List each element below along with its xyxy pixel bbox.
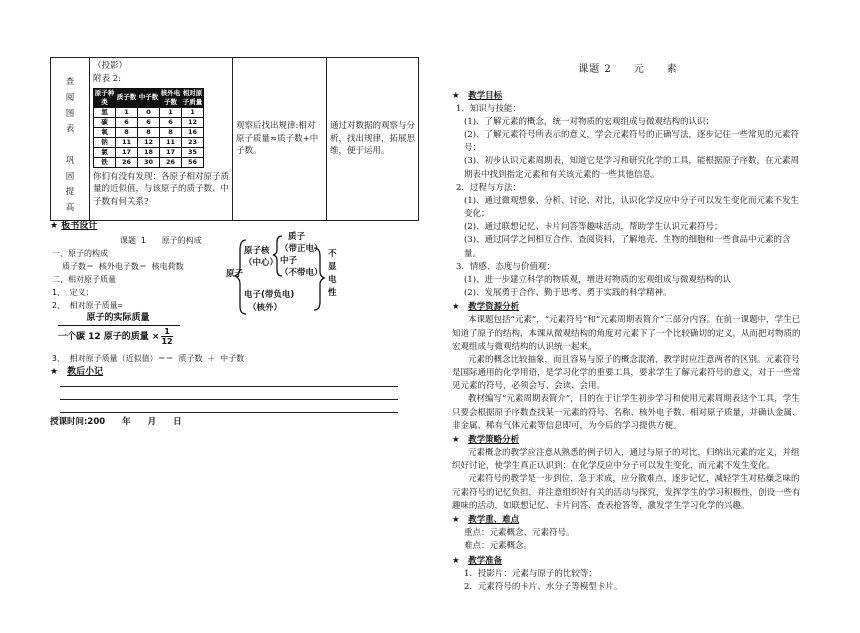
board-line-1: 一、原子的构成 [52,249,108,258]
atom-value-cell: 6 [116,117,138,127]
board-line-2: 质子数＝ 核外电子数＝ 核电荷数 [62,262,184,271]
student-activity-cell [233,58,327,221]
atom-name-cell: 氧 [94,127,116,137]
atom-value-cell: 26 [160,157,182,167]
board-line-6: 3、 相对原子质量（近似值）＝＝ 质子数 ＋ 中子数 [52,354,245,363]
stage-label-char: 固 [65,171,75,182]
aim-text: 通过对数据的观察与分析，找出规律，拓展思维，便于运用。 [330,120,416,157]
diagram-proton: 质子 [288,232,306,242]
atom-value-cell: 6 [160,117,182,127]
atom-table-row [94,147,204,157]
lesson-title: 课题 2 元 素 [578,64,678,75]
diagram-outside: （核外） [248,303,283,313]
atom-value-cell: 56 [182,157,204,167]
design-intent-cell [327,58,419,221]
resources-para-3: 教材编写“元素周期表简介”，目的在于让学生初步学习和使用元素周期表这个工具，学生只要会根据原子序数查找某一元素的符号、名称、核外电子数、相对原子质量，并确认金属、非金属、稀有气体元素等信息即可，为今后的学习提供方便。 [452,394,801,431]
one-twelfth-num: 1 [161,327,172,337]
atom-value-cell: 0 [138,107,160,117]
goals-heading: ★ 教学目标 [452,90,503,101]
diagram-nucleus: 原子核 [244,246,270,256]
atom-value-cell: 16 [182,127,204,137]
goal-1c: (3)、初步认识元素周期表，知道它是学习和研究化学的工具，能根据原子序数，在元素周期表中找到指定元素和有关该元素的一些其他信息。 [464,156,800,180]
atom-value-cell: 12 [182,117,204,127]
formula-numerator: 原子的实际质量 [86,313,150,323]
goal-2: 2．过程与方法： [456,182,521,193]
stage-label-char: 图 [65,108,75,119]
atom-table-header: 原子种类 [94,88,115,106]
atom-value-cell: 26 [116,157,138,167]
diagram-neutron: 中子 [280,256,298,266]
appendix-label: 附表 2: [93,73,121,84]
atom-value-cell: 17 [160,147,182,157]
goal-1: 1．知识与技能： [456,103,521,114]
atom-table-header: 质子数 [116,88,138,107]
stage-label-char: 巩 [65,155,75,166]
stage-label-char: 高 [65,203,75,213]
neutral-char: 性 [328,288,337,298]
notes-heading: ★ 教后小记 [50,367,104,377]
neutral-char: 显 [328,262,337,272]
atom-name-cell: 氯 [94,147,116,157]
atom-table-row [94,137,204,147]
atom-value-cell: 1 [182,107,204,117]
board-heading: ★ 板书设计 [50,221,98,231]
fraction-bar [58,325,180,326]
notes-line-1 [60,386,398,387]
goal-3a: (1)、进一步建立科学的物质观，增进对物质的宏观组成与微观结构的认 [464,274,732,285]
lesson-date: 授课时间:200 年 月 日 [50,417,182,427]
diagram-center: （中心） [244,258,279,268]
atom-value-cell: 23 [182,137,204,147]
atom-value-cell: 30 [138,157,160,167]
right-column [452,62,804,594]
atom-value-cell: 12 [138,137,160,147]
stage-label-char: 阅 [65,92,75,103]
prep-item-2: 2．元素符号的卡片、水分子等模型卡片。 [464,581,623,592]
diagram-proton-charge: （带正电） [280,244,323,254]
atom-table-row [94,117,204,127]
formula-denominator [58,327,198,346]
atom-value-cell: 6 [138,117,160,127]
strategy-para-1: 元素概念的教学应注意从熟悉的例子切入，通过与原子的对比，归纳出元素的定义，并组织好讨论，使学生真正认识到：在化学反应中分子可以发生变化，而元素不发生变化。 [452,448,800,472]
atom-name-cell: 氢 [94,107,116,117]
goal-2a: (1)、通过微观想象、分析、讨论、对比，认识化学反应中分子可以发生变化而元素不发生变化； [464,195,800,220]
strategy-heading: ★ 教学策略分析 [452,434,520,445]
board-line-3: 二、相对原子质量 [52,275,116,284]
atom-name-cell: 钠 [94,137,116,147]
stage-label-char [54,139,86,152]
goal-3b: (2)、发展勇于合作、勤于思考、勇于实践的科学精神。 [464,288,672,299]
atom-value-cell: 11 [160,137,182,147]
formula-denominator-text: 一个碳 12 原子的质量 × [58,331,160,342]
teacher-activity-cell [90,58,233,221]
mass-formula [58,312,198,346]
diagram-atom: 原子 [226,269,244,279]
atom-value-cell: 11 [116,137,138,147]
neutral-char: 电 [328,275,337,285]
atom-value-cell: 1 [160,107,182,117]
diagram-neutral [328,248,338,300]
resources-para-1: 本课题包括“元素”，“元素符号”和“元素周期表简介”三部分内容。在前一课题中，学生已知道了原子的结构，本课从微观结构的角度对元素下了一个比较确切的定义，从而把对物质的宏观组成与微观结构的认识统一起来。 [452,315,801,352]
atom-value-cell: 17 [116,147,138,157]
stage-label-cell [51,58,90,221]
key-point: 重点：元素概念、元素符号。 [464,528,575,539]
resources-para-2: 元素的概念比较抽象，而且容易与原子的概念混淆，教学时应注意两者的区别。元素符号是国际通用的化学用语，是学习化学的重要工具，要求学生了解元素符号的意义，对于一些常见元素的符号，必须会写、会读、会用。 [452,354,801,392]
difficult-point: 难点：元素概念。 [464,541,533,552]
atom-value-cell: 1 [116,107,138,117]
strategy-para-2: 元素符号的教学是一步到位、急于求成，应分散难点，逐步记忆，减轻学生对枯燥乏味的元素符号的记忆负担，并注意组织好有关的活动与探究，发挥学生的学习积极性，创设一些有趣味的活动，如联想记忆、卡片问答、查表抢答等，激发学生学习化学的兴趣。 [452,474,801,511]
one-twelfth [161,327,172,346]
atom-data-table [93,88,204,168]
goal-2c: (3)、通过同学之间相互合作、查阅资料，了解地壳、生物的细胞和一些食品中元素的含量。 [464,235,791,259]
atom-value-cell: 18 [138,147,160,157]
atom-value-cell: 8 [160,127,182,137]
atom-value-cell: 35 [182,147,204,157]
atom-name-cell: 铁 [94,157,116,167]
prep-item-1: 1．投影片：元素与原子的比较等； [464,568,597,579]
atom-value-cell: 8 [116,127,138,137]
diagram-neutron-charge: （不带电） [280,268,323,278]
atom-table-header: 核外电子数 [160,88,181,106]
keypoints-heading: ★ 教学重、难点 [452,515,520,525]
resources-heading: ★ 教学资源分析 [452,302,520,313]
question-text: 你们有没有发现：各原子相对原子质量的近似值，与该原子的质子数、中子数有何关系? [93,171,230,207]
stage-label-char: 提 [65,187,75,198]
atom-table-row [94,127,204,137]
prep-heading: ★ 教学准备 [452,555,503,566]
stage-label-char: 表 [65,124,75,135]
projection-note: （投影） [93,61,128,71]
neutral-char: 不 [328,249,337,259]
notes-line-2 [60,399,398,400]
atom-name-cell: 碳 [94,117,116,127]
one-twelfth-den: 12 [161,337,173,347]
board-title: 课题 1 原子的构成 [120,236,202,245]
atom-table-row [94,157,204,167]
observe-text: 观察后找出规律:相对原子质量≈质子数+中子数。 [236,120,319,157]
board-line-4: 1、 定义： [52,288,94,297]
goal-1a: (1)、了解元素的概念，统一对物质的宏观组成与微观结构的认识； [464,116,715,127]
stage-label [54,76,86,215]
notes-line-3 [60,412,398,413]
diagram-electron: 电子(带负电) [244,290,295,300]
atom-table-header: 相对原子质量 [182,88,203,106]
goal-2b: (2)、通过联想记忆、卡片问答等趣味活动，帮助学生认识元素符号； [464,222,723,233]
goal-1b: (2)、了解元素符号所表示的意义，学会元素符号的正确写法，逐步记住一些常见的元素符号； [464,130,800,154]
atom-table-row [94,107,204,117]
stage-label-char: 查 [65,77,75,87]
goal-3: 3．情感、态度与价值观： [456,261,555,272]
board-line-5: 2、 相对原子质量= [52,301,123,310]
atom-structure-diagram [226,232,346,320]
lesson-table [50,57,419,221]
atom-table-header: 中子数 [138,88,160,107]
atom-value-cell: 8 [138,127,160,137]
